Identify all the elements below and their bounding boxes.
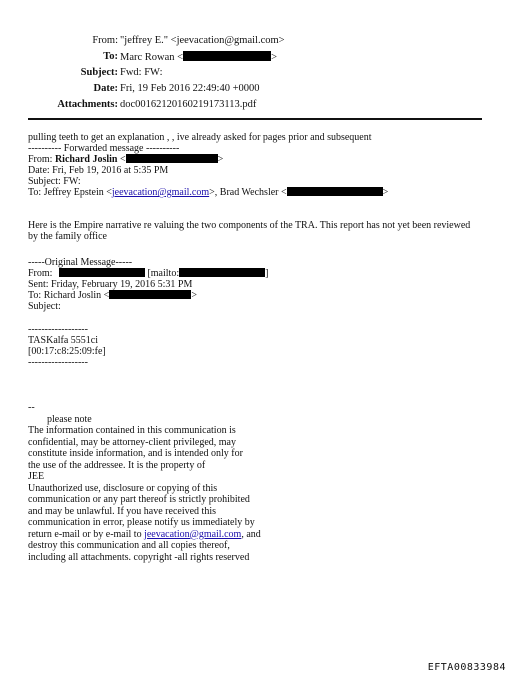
fwd-to-mid: >, Brad Wechsler < [209,187,287,198]
disclaimer-line: The information contained in this communication is [28,425,236,436]
redaction-bar [179,268,265,277]
disclaimer-email-prefix: return e-mail or by e-mail to [28,528,145,540]
attachments-value[interactable]: doc00162120160219173113.pdf [120,99,257,110]
disclaimer-line: communication or any part thereof is strictly prohibited [28,494,250,505]
date-value: Fri, 19 Feb 2016 22:49:40 +0000 [120,83,260,94]
orig-from-row [28,268,268,280]
attachments-label: Attachments: [57,99,118,110]
disclaimer-line: JEE [28,471,45,482]
dashes-top: ------------------ [28,324,88,335]
task-line-2: [00:17:c8:25:09:fe] [28,346,106,357]
disclaimer-line: Unauthorized use, disclosure or copying of this [28,482,218,494]
task-line-1: TASKalfa 5551ci [28,335,99,346]
to-close: > [271,52,277,63]
to-row [120,51,277,64]
orig-subject: Subject: [28,301,61,312]
disclaimer-line: communication in error, please notify us immediately by [28,517,255,528]
disclaimer-line: the use of the addressee. It is the property of [28,459,206,471]
orig-mailto-close: ] [265,268,269,279]
fwd-to-email-link[interactable]: jeevacation@gmail.com [111,187,210,198]
disclaimer-block [28,425,261,563]
to-value: Marc Rowan < [120,52,184,63]
narrative-line-2: by the family office [28,231,107,242]
dashes-bottom: ------------------ [28,357,88,368]
orig-mailto: [mailto: [147,268,180,279]
redaction-bar [59,268,145,277]
subject-value: Fwd: FW: [120,67,163,78]
fwd-subject: Subject: FW: [28,176,81,187]
disclaimer-email-suffix: , and [241,528,261,540]
redaction-bar [109,290,191,299]
disclaimer-email-line [28,529,261,541]
disclaimer-line: and may be unlawful. If you have received this [28,505,216,517]
fwd-from-close: > [217,154,224,165]
fwd-from-open: < [117,154,126,165]
fwd-from-name: Richard Joslin [54,154,118,165]
subject-label: Subject: [80,67,118,78]
please-note: please note [47,414,92,425]
orig-to-prefix: To: Richard Joslin < [28,290,110,301]
disclaimer-email-link[interactable]: jeevacation@gmail.com [144,528,242,540]
fwd-to-prefix: To: Jeffrey Epstein < [28,187,112,198]
header-divider [28,118,482,120]
disclaimer-line: including all attachments. copyright -all rights reserved [28,551,250,563]
redaction-bar [183,51,271,61]
disclaimer-line: constitute inside information, and is intended only for [28,448,243,459]
date-label: Date: [93,83,118,94]
orig-from-label: From: [28,268,53,279]
from-label: From: [92,35,118,46]
to-label: To: [103,51,118,62]
forwarded-separator: ---------- Forwarded message ---------- [28,143,180,154]
fwd-date: Date: Fri, Feb 19, 2016 at 5:35 PM [28,165,169,176]
orig-sent: Sent: Friday, February 19, 2016 5:31 PM [28,279,193,290]
narrative-line-1: Here is the Empire narrative re valuing the two components of the TRA. This report has not yet been reviewed [28,220,471,231]
disclaimer-line: confidential, may be attorney-client privileged, may [28,436,236,448]
redaction-bar [126,154,218,163]
original-message-separator: -----Original Message----- [28,257,133,268]
fwd-to-close: > [382,187,389,198]
fwd-from-prefix: From: [28,154,55,165]
signature-dash: -- [28,402,35,413]
redaction-bar [287,187,383,196]
disclaimer-line: destroy this communication and all copies thereof, [28,540,230,551]
orig-to-row [28,290,197,302]
intro-text: pulling teeth to get an explanation , , ive already asked for pages prior and subsequent [28,132,372,143]
document-id: EFTA00833984 [427,662,506,673]
fwd-from-row [28,154,223,166]
fwd-to-row [28,187,388,199]
from-value: "jeffrey E." <jeevacation@gmail.com> [120,35,285,46]
orig-to-close: > [191,290,197,301]
